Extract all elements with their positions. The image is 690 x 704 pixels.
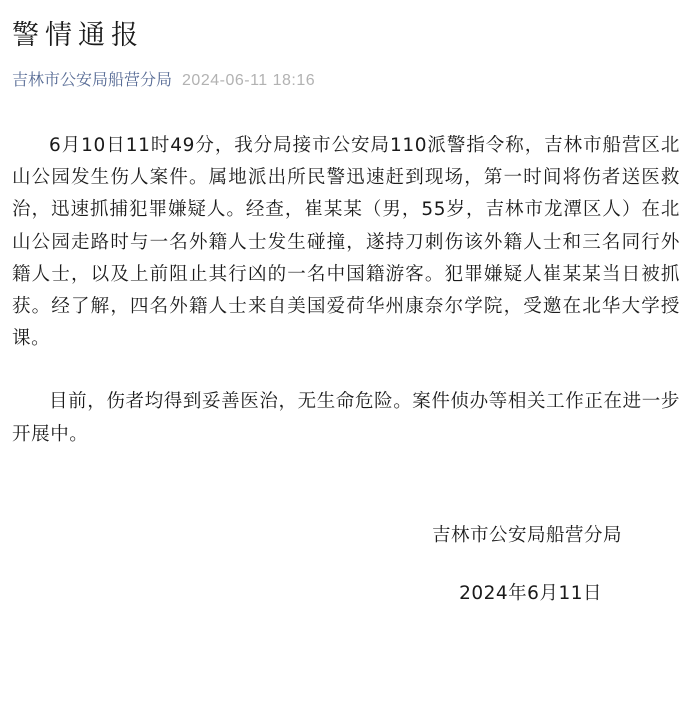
paragraph-1: 6月10日11时49分，我分局接市公安局110派警指令称，吉林市船营区北山公园发生伤人案件。属地派出所民警迅速赶到现场，第一时间将伤者送医救治，迅速抓捕犯罪嫌疑人。经查，崔某某（男，55岁，吉林市龙潭区人）在北山公园走路时与一名外籍人士发生碰撞，遂持刀刺伤该外籍人士和三名同行外籍人士，以及上前阻止其行凶的一名中国籍游客。犯罪嫌疑人崔某某当日被抓获。经了解，四名外籍人士来自美国爱荷华州康奈尔学院，受邀在北华大学授课。 xyxy=(12,135,680,350)
article-title: 警情通报 xyxy=(12,20,144,51)
signature: 吉林市公安局船营分局 xyxy=(431,525,622,546)
account-name-link[interactable]: 吉林市公安局船营分局 xyxy=(12,70,173,89)
signature-date: 2024年6月11日 xyxy=(459,583,602,604)
article-body xyxy=(12,130,680,451)
publish-time: 2024-06-11 18:16 xyxy=(182,72,316,89)
paragraph-2: 目前，伤者均得到妥善医治，无生命危险。案件侦办等相关工作正在进一步开展中。 xyxy=(12,391,680,445)
article-meta xyxy=(12,68,315,93)
